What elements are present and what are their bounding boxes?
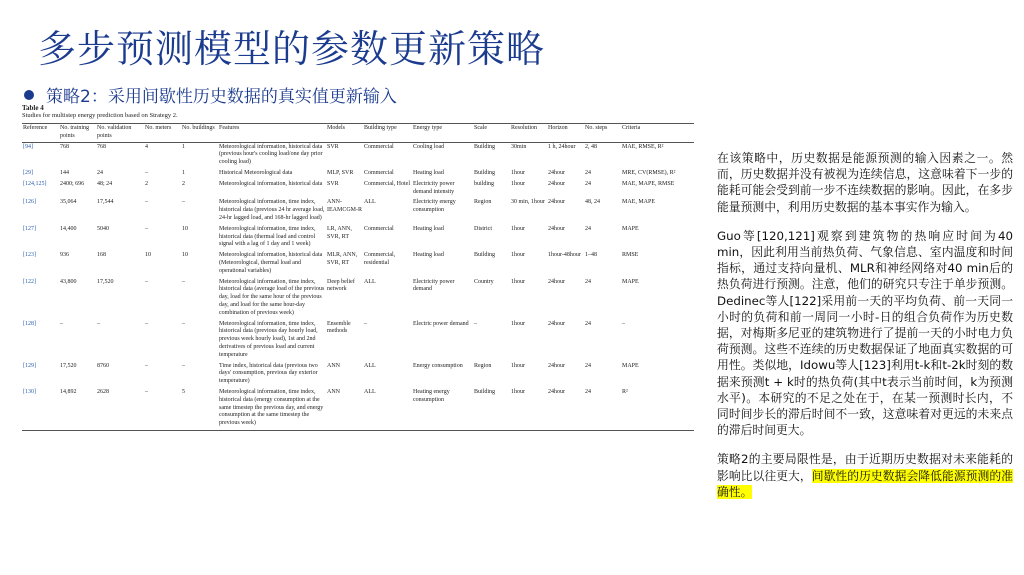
table-header-row xyxy=(22,124,694,143)
table-cell: 30min xyxy=(511,143,527,150)
table-cell: 35,064 xyxy=(60,199,77,206)
table-cell: – xyxy=(182,278,185,285)
table-cell: 24hour xyxy=(547,388,584,430)
table-cell: – xyxy=(145,169,148,176)
table-header-cell: Energy type xyxy=(412,124,473,143)
table-cell: 24hour xyxy=(548,180,565,187)
table-cell: Meteorological information, historical data (Meteorological, thermal load and operational variables) xyxy=(219,252,323,274)
table-header-cell: Features xyxy=(218,124,326,143)
table-header-cell: Reference xyxy=(22,124,59,143)
table-cell: – xyxy=(145,278,148,285)
table-cell: 768 xyxy=(97,143,106,150)
table-cell: 24 xyxy=(585,225,591,232)
table-cell: Heating load xyxy=(413,225,444,232)
table-cell: 1 xyxy=(182,169,185,176)
table-cell: 24 xyxy=(585,320,591,327)
table-cell: ALL xyxy=(364,199,376,206)
paragraph-literature: Guo等[120,121]观察到建筑物的热响应时间为40 min，因此利用当前热负荷、气象信息、室内温度和时间指标，通过支持向量机、MLR和神经网络对40 min后的热负荷进行预测。注意，他们的研究只专注于单步预测。Dedinec等人[122]采用前一天的平均负荷、前一天同一小时的负荷和前一周同一小时-日的组合负荷作为历史数据，对梅斯多尼亚的建筑物进行了提前一天的小时电力负荷预测。这些不连续的历史数据保证了地面真实数据的可用性。类似地，Idowu等人[123]利用t-k和t-2k时刻的数据来预测t + k时的热负荷(其中t表示当前时间，k为预测水平)。本研究的不足之处在于，在某一预测时长内，不同时间步长的滞后时间不一致，这意味着对更远的未来点的滞后时间更大。 xyxy=(717,228,1013,438)
table-cell: MAPE xyxy=(622,225,639,232)
table-cell: Electricity energy consumption xyxy=(413,199,456,214)
table-cell: 1hour xyxy=(511,278,525,285)
explanation-text xyxy=(717,150,1013,513)
table-cell: Country xyxy=(474,278,494,285)
table-cell: Region xyxy=(474,199,492,206)
table-cell: – xyxy=(97,320,100,327)
table-header-cell: No. meters xyxy=(144,124,181,143)
table-cell: – xyxy=(145,362,148,369)
table-cell: 4 xyxy=(145,143,148,150)
table-cell: Meteorological information, time index, historical data (previous day hourly load, previous week hourly load), 1st and 2nd derivatives of previous load and current temperature xyxy=(219,320,318,358)
table-header-cell: Building type xyxy=(363,124,412,143)
table-cell: Meteorological information, historical data xyxy=(219,180,323,187)
table-row xyxy=(22,198,694,224)
table-cell: – xyxy=(60,320,63,327)
table-cell: 14,892 xyxy=(59,388,96,430)
reference-link[interactable]: [127] xyxy=(23,225,36,232)
table-cell: Energy consumption xyxy=(413,362,463,369)
table-cell: LR, ANN, SVR, RT xyxy=(327,225,352,240)
table-cell: Heating load xyxy=(413,252,444,259)
table-cell: 24 xyxy=(585,278,591,285)
table-row xyxy=(22,225,694,251)
reference-link[interactable]: [124,125] xyxy=(23,180,47,187)
table-cell: Commercial xyxy=(364,143,394,150)
table-cell: 936 xyxy=(60,252,69,259)
table-cell: 10 xyxy=(145,252,151,259)
table-cell: 30 min, 1hour xyxy=(511,199,545,206)
highlighted-conclusion: 间歇性的历史数据会降低能源预测的准确性。 xyxy=(717,468,1013,499)
table-cell: 24hour xyxy=(548,278,565,285)
table-cell: Electric power demand xyxy=(413,320,469,327)
paragraph-strategy-intro: 在该策略中，历史数据是能源预测的输入因素之一。然而，历史数据并没有被视为连续信息，这意味着下一步的能耗可能会受到前一步不连续数据的影响。因此，在多步能量预测中，利用历史数据的基本事实作为输入。 xyxy=(717,151,1013,214)
table-cell: MAE, MAPE xyxy=(622,199,656,206)
table-cell: 768 xyxy=(60,143,69,150)
table-header-cell: Scale xyxy=(473,124,510,143)
table-cell: 2 xyxy=(182,180,185,187)
table-cell: 2 xyxy=(145,180,148,187)
table-cell: 17,544 xyxy=(97,199,114,206)
table-header-cell: Criteria xyxy=(621,124,694,143)
limitation-text: 策略2的主要局限性是，由于近期历史数据对未来能耗的影响比以往更大， xyxy=(717,452,1013,483)
table-cell: SVR xyxy=(327,143,339,150)
table-cell: Deep belief network xyxy=(327,278,355,293)
reference-link[interactable]: [94] xyxy=(23,143,33,150)
table-cell: Region xyxy=(474,362,492,369)
table-cell: – xyxy=(145,199,148,206)
table-cell: 1hour xyxy=(511,225,525,232)
table-cell: 1hour xyxy=(511,169,525,176)
table-cell: MAPE xyxy=(622,362,639,369)
table-cell: – xyxy=(145,320,148,327)
table-header-cell: No. steps xyxy=(584,124,621,143)
table-row xyxy=(22,169,694,180)
table-row xyxy=(22,362,694,388)
slide-title: 多步预测模型的参数更新策略 xyxy=(38,27,546,71)
table-cell: Commercial xyxy=(364,225,394,232)
table-cell: Building xyxy=(474,169,496,176)
table-cell: – xyxy=(182,199,185,206)
table-row xyxy=(22,251,694,277)
table-cell: RMSE xyxy=(622,252,639,259)
table-cell: 17,520 xyxy=(60,362,77,369)
table-cell: Electricity power demand intensity xyxy=(413,180,455,195)
table-cell: MAPE xyxy=(622,278,639,285)
table-cell: Meteorological information, time index, historical data (energy consumption at the same timestep the previous day, and energy consumption at the same timestep the previous week) xyxy=(218,388,326,430)
table-cell: Commercial xyxy=(364,169,394,176)
table-cell: MLP, SVR xyxy=(327,169,354,176)
table-cell: 24 xyxy=(585,169,591,176)
table-cell: ANN xyxy=(326,388,363,430)
table-caption: Studies for multistep energy prediction based on Strategy 2. xyxy=(22,112,178,119)
table-cell: 168 xyxy=(97,252,106,259)
reference-link[interactable]: [129] xyxy=(23,362,36,369)
table-cell: Commercial, residential xyxy=(364,252,396,266)
table-cell: 24hour xyxy=(548,225,565,232)
table-cell: 48, 24 xyxy=(585,199,600,206)
table-cell: 1 h, 24hour xyxy=(548,143,576,150)
studies-table-figure xyxy=(22,104,694,558)
table-cell: Time index, historical data (previous two days' consumption, previous day exterior temperature) xyxy=(219,362,318,385)
table-cell: ALL xyxy=(363,388,412,430)
table-row xyxy=(22,180,694,199)
table-cell: ALL xyxy=(364,278,376,285)
table-cell: Historical Meteorological data xyxy=(219,169,293,176)
table-cell: Cooling load xyxy=(413,143,445,150)
table-cell: building xyxy=(474,180,495,187)
table-cell: MAE, RMSE, R² xyxy=(622,143,664,150)
table-cell: MRE, CV(RMSE), R² xyxy=(622,169,676,176)
table-cell: Heating energy consumption xyxy=(412,388,473,430)
reference-link[interactable]: [130] xyxy=(22,388,59,430)
table-label: Table 4 xyxy=(22,104,44,112)
table-cell: 5 xyxy=(181,388,218,430)
table-cell: 1 xyxy=(182,143,185,150)
table-cell: Electricity power demand xyxy=(413,278,455,293)
table-cell: 2400; 696 xyxy=(60,180,85,187)
table-cell: 8760 xyxy=(97,362,109,369)
table-cell: MLR, ANN, SVR, RT xyxy=(327,252,358,266)
table-cell: 24 xyxy=(97,169,103,176)
table-cell: 43,800 xyxy=(60,278,77,285)
reference-link[interactable]: [123] xyxy=(23,252,36,259)
table-cell: 24 xyxy=(584,388,621,430)
table-cell: 10 xyxy=(182,225,188,232)
bullet-dot-icon xyxy=(24,90,34,100)
table-cell: Building xyxy=(473,388,510,430)
table-cell: – xyxy=(182,320,185,327)
table-cell: 1hour xyxy=(511,320,525,327)
table-cell: District xyxy=(474,225,492,232)
table-cell: 1hour-48hour xyxy=(548,252,581,259)
table-header-cell: No. validation points xyxy=(96,124,144,143)
table-cell: Meteorological information, time index, historical data (thermal load and control signal with a lag of 1 day and 1 week) xyxy=(219,225,316,248)
table-cell: 2628 xyxy=(96,388,144,430)
table-cell: 17,520 xyxy=(97,278,114,285)
table-cell: ANN-IEAMCGM-R xyxy=(327,199,363,214)
table-row xyxy=(22,388,694,430)
table-cell: Ensemble methods xyxy=(327,320,351,335)
table-header-cell: Models xyxy=(326,124,363,143)
table-row xyxy=(22,320,694,362)
paragraph-limitation xyxy=(717,451,1013,500)
reference-link[interactable]: [126] xyxy=(23,199,36,206)
table-cell: R² xyxy=(621,388,694,430)
table-body xyxy=(22,142,694,430)
table-cell: – xyxy=(474,320,477,327)
table-cell: – xyxy=(364,320,367,327)
table-cell: 24hour xyxy=(548,320,565,327)
table-cell: 24 xyxy=(585,180,591,187)
table-cell: Meteorological information, time index, historical data (average load of the previous day, load for the same hour of the previous day, and load for the same hour-day combination of previous week) xyxy=(219,278,325,316)
table-cell: 1hour xyxy=(511,180,525,187)
table-cell: – xyxy=(622,320,625,327)
table-cell: 144 xyxy=(60,169,69,176)
table-cell: 1–48 xyxy=(585,252,597,259)
table-cell: 24hour xyxy=(548,362,565,369)
table-cell: Commercial, Hotel xyxy=(364,180,410,187)
table-cell: – xyxy=(144,388,181,430)
table-header-cell: No. buildings xyxy=(181,124,218,143)
table-cell: 1hour xyxy=(511,362,525,369)
table-cell: 1hour xyxy=(511,252,525,259)
table-cell: Building xyxy=(474,252,496,259)
strategy-bullet-text: 策略2：采用间歇性历史数据的真实值更新输入 xyxy=(46,87,397,107)
table-cell: 2, 48 xyxy=(585,143,597,150)
table-cell: 48; 24 xyxy=(97,180,113,187)
studies-table xyxy=(22,123,694,431)
table-row xyxy=(22,142,694,169)
table-cell: SVR xyxy=(327,180,339,187)
table-cell: 1hour xyxy=(510,388,547,430)
table-header-cell: Resolution xyxy=(510,124,547,143)
table-cell: ALL xyxy=(364,362,376,369)
table-cell: ANN xyxy=(327,362,340,369)
table-cell: Heating load xyxy=(413,169,444,176)
table-cell: 24 xyxy=(585,362,591,369)
table-cell: 24hour xyxy=(548,169,565,176)
table-cell: Meteorological information, historical data (previous hour's cooling load/one day prior cooling load) xyxy=(219,143,323,166)
table-cell: Meteorological information, time index, historical data (previous 24 hr average load, 24-hr lagged load, and 168-hr lagged load) xyxy=(219,199,325,221)
table-cell: – xyxy=(182,362,185,369)
table-cell: 14,400 xyxy=(60,225,77,232)
table-cell: MAE, MAPE, RMSE xyxy=(622,180,675,187)
table-cell: 24hour xyxy=(548,199,565,206)
table-cell: 5040 xyxy=(97,225,109,232)
table-header-cell: Horizon xyxy=(547,124,584,143)
reference-link[interactable]: [128] xyxy=(23,320,36,327)
table-row xyxy=(22,278,694,320)
reference-link[interactable]: [29] xyxy=(23,169,33,176)
reference-link[interactable]: [122] xyxy=(23,278,36,285)
table-cell: 10 xyxy=(182,252,188,259)
table-cell: Building xyxy=(474,143,496,150)
table-header-cell: No. training points xyxy=(59,124,96,143)
table-cell: – xyxy=(145,225,148,232)
